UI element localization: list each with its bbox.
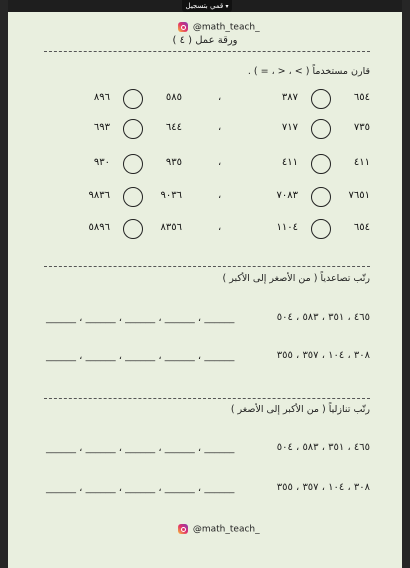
compare-left-b: ٨٩٦: [93, 92, 110, 103]
header-handle: [178, 22, 260, 34]
worksheet-title: ورقة عمل ( ٤ ): [172, 35, 238, 46]
compare-left-a: ٩٣٥: [165, 157, 182, 168]
instagram-icon: [178, 524, 188, 534]
compare-right-b: ٣٨٧: [281, 92, 298, 103]
header-handle-text: @math_teach_: [192, 22, 260, 33]
right-edge: [402, 0, 410, 568]
compare-circle-right[interactable]: [311, 219, 331, 239]
compare-instruction: قارن مستخدماً ( > ، < ، = ) .: [247, 66, 370, 77]
compare-separator: ،: [218, 190, 222, 201]
compare-separator: ،: [218, 92, 222, 103]
compare-circle-right[interactable]: [311, 119, 331, 139]
ascending-instruction: رتّب تصاعدياً ( من الأصغر إلى الأكبر ): [222, 273, 370, 284]
compare-circle-left[interactable]: [123, 154, 143, 174]
footer-handle: [178, 524, 260, 536]
ascending-numbers-2: ٣٠٨ ، ١٠٤ ، ٣٥٧ ، ٣٥٥: [276, 350, 370, 361]
compare-left-b: ٩٣٠: [93, 157, 110, 168]
compare-right-a: ٦٥٤: [353, 222, 370, 233]
divider: [44, 398, 370, 399]
instagram-icon: [178, 22, 188, 32]
compare-circle-right[interactable]: [311, 154, 331, 174]
compare-right-a: ٧٣٥: [353, 122, 370, 133]
descending-numbers-1: ٤٦٥ ، ٣٥١ ، ٥٨٣ ، ٥٠٤: [276, 442, 370, 453]
compare-right-a: ٦٥٤: [353, 92, 370, 103]
descending-blanks-2[interactable]: ______ ، ______ ، ______ ، ______ ، ______: [46, 483, 235, 494]
compare-circle-left[interactable]: [123, 119, 143, 139]
compare-right-b: ١١٠٤: [276, 222, 298, 233]
compare-left-a: ٥٨٥: [165, 92, 182, 103]
compare-separator: ،: [218, 222, 222, 233]
compare-left-a: ٩٠٣٦: [160, 190, 182, 201]
compare-left-b: ٦٩٣: [93, 122, 110, 133]
compare-right-b: ٧١٧: [281, 122, 298, 133]
ascending-numbers-1: ٤٦٥ ، ٣٥١ ، ٥٨٣ ، ٥٠٤: [276, 312, 370, 323]
compare-left-b: ٥٨٩٦: [88, 222, 110, 233]
compare-left-a: ٨٣٥٦: [160, 222, 182, 233]
compare-separator: ،: [218, 122, 222, 133]
compare-left-b: ٩٨٣٦: [88, 190, 110, 201]
top-bar-label: قمي بتسجيل: [185, 2, 224, 10]
compare-left-a: ٦٤٤: [165, 122, 182, 133]
compare-right-a: ٤١١: [353, 157, 370, 168]
top-bar-button[interactable]: [182, 0, 232, 12]
left-edge: [0, 0, 8, 568]
footer-handle-text: @math_teach_: [192, 524, 260, 535]
chevron-down-icon: ▾: [225, 3, 229, 10]
compare-right-b: ٤١١: [281, 157, 298, 168]
ascending-blanks-1[interactable]: ______ ، ______ ، ______ ، ______ ، ______: [46, 313, 235, 324]
compare-circle-left[interactable]: [123, 89, 143, 109]
compare-circle-right[interactable]: [311, 89, 331, 109]
descending-numbers-2: ٣٠٨ ، ١٠٤ ، ٣٥٧ ، ٣٥٥: [276, 482, 370, 493]
compare-separator: ،: [218, 157, 222, 168]
compare-right-b: ٧٠٨٣: [276, 190, 298, 201]
divider: [44, 266, 370, 267]
divider: [44, 51, 370, 52]
ascending-blanks-2[interactable]: ______ ، ______ ، ______ ، ______ ، ______: [46, 351, 235, 362]
compare-circle-left[interactable]: [123, 219, 143, 239]
compare-circle-right[interactable]: [311, 187, 331, 207]
compare-right-a: ٧٦٥١: [348, 190, 370, 201]
descending-instruction: رتّب تنازلياً ( من الأكبر إلى الأصغر ): [230, 404, 370, 415]
descending-blanks-1[interactable]: ______ ، ______ ، ______ ، ______ ، ______: [46, 443, 235, 454]
compare-circle-left[interactable]: [123, 187, 143, 207]
